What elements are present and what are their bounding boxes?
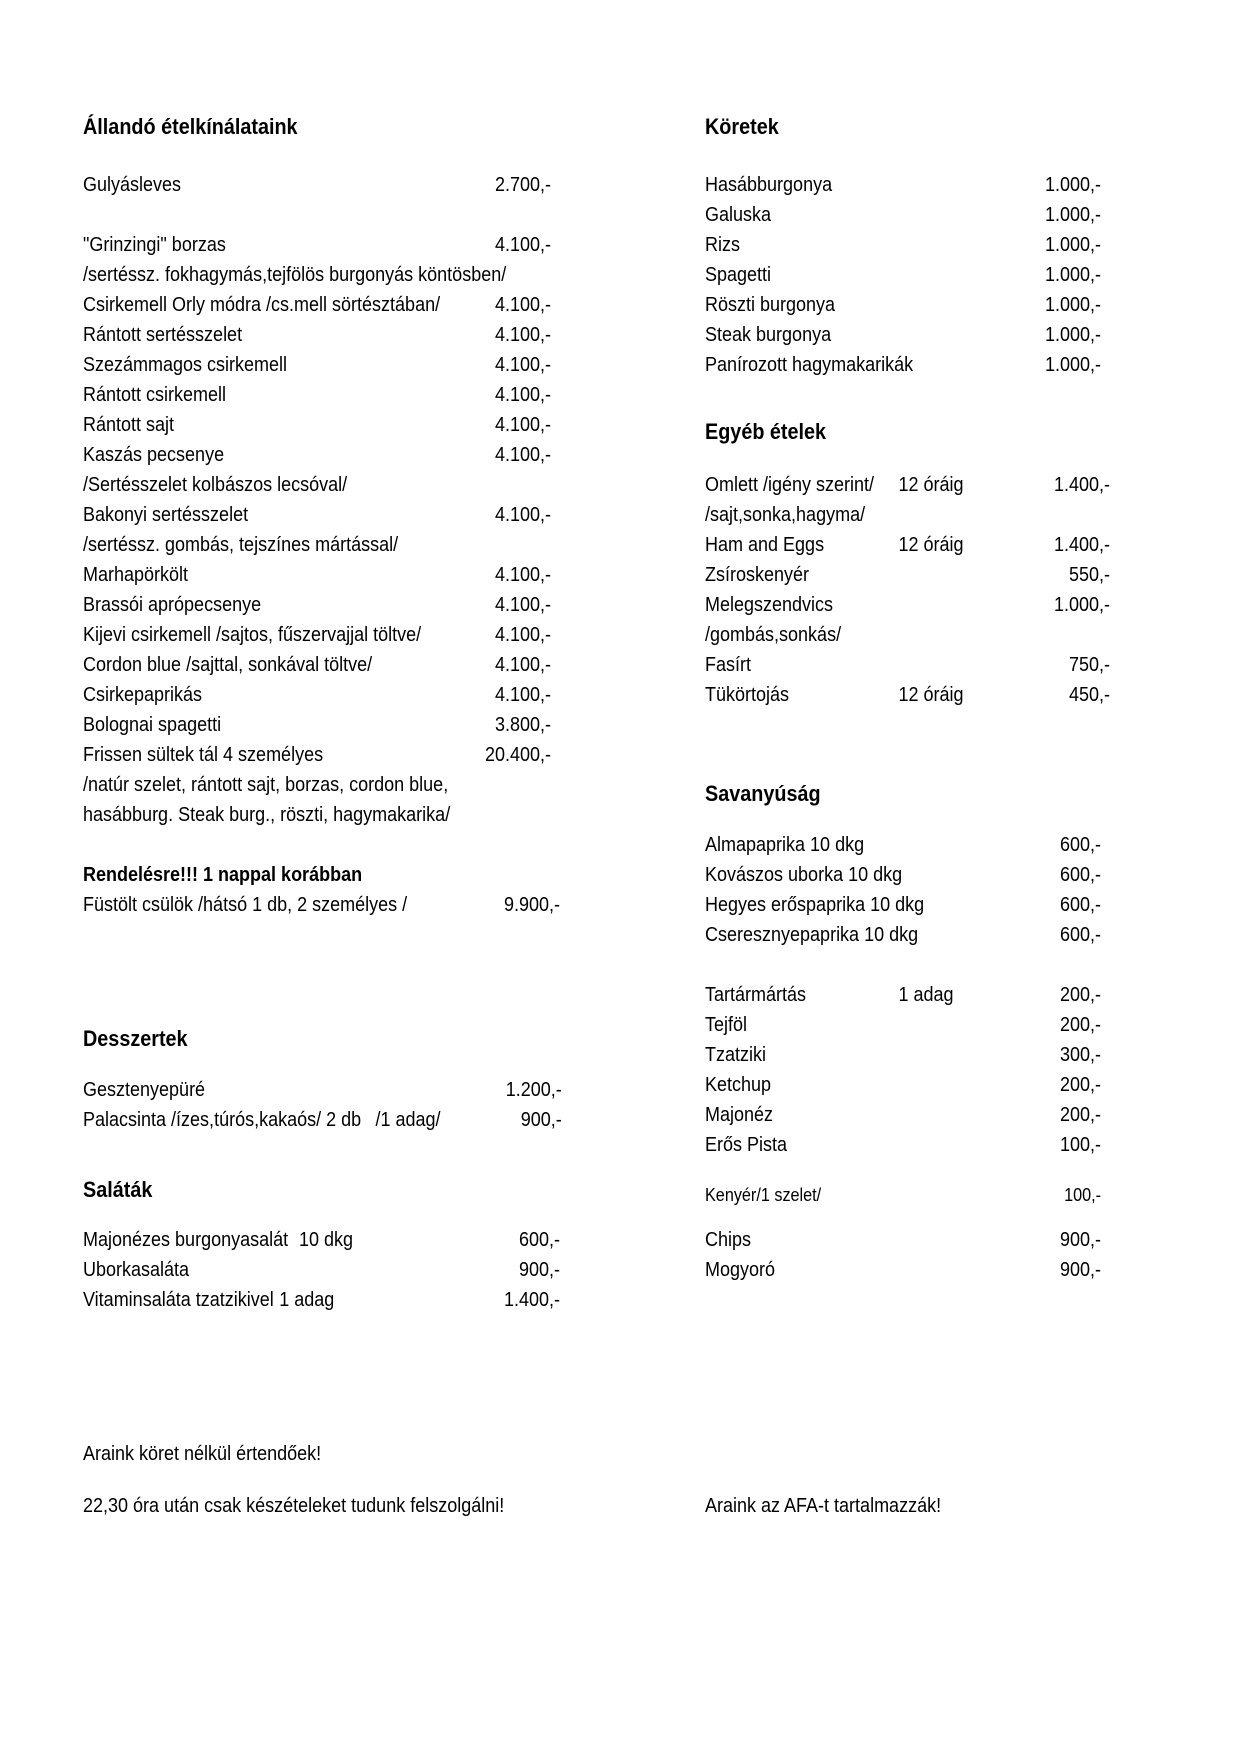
menu-item-row — [83, 292, 551, 319]
item-price: 200,- — [1059, 1014, 1101, 1036]
item-price: 1.200,- — [505, 1079, 562, 1101]
item-name: Zsíroskenyér — [705, 564, 810, 586]
item-name: Brassói aprópecsenye — [83, 594, 262, 616]
menu-item-row — [83, 592, 551, 619]
menu-item-row — [705, 562, 1110, 589]
item-price: 600,- — [1059, 834, 1101, 856]
item-name: Csirkemell Orly módra /cs.mell sörtésztában/ — [83, 294, 441, 316]
item-price: 300,- — [1059, 1044, 1101, 1066]
item-price: 900,- — [518, 1259, 560, 1281]
item-price: 600,- — [518, 1229, 560, 1251]
item-portion: 12 óráig — [898, 684, 964, 706]
menu-item-row — [705, 532, 1110, 559]
item-price: 4.100,- — [494, 594, 551, 616]
menu-item-row — [83, 862, 551, 889]
item-name: /gombás,sonkás/ — [705, 624, 842, 646]
item-price: 4.100,- — [494, 624, 551, 646]
menu-item-row — [83, 562, 551, 589]
note-vat: Araink az AFA-t tartalmazzák! — [705, 1495, 942, 1517]
item-price: 9.900,- — [503, 894, 560, 916]
item-name: Frissen sültek tál 4 személyes — [83, 744, 324, 766]
other-dishes-heading: Egyéb ételek — [705, 419, 827, 444]
menu-item-row — [705, 1072, 1101, 1099]
item-name: Panírozott hagymakarikák — [705, 354, 914, 376]
item-name: Palacsinta /ízes,túrós,kakaós/ 2 db — [83, 1109, 362, 1131]
menu-item-row — [705, 232, 1101, 259]
item-portion: 12 óráig — [898, 474, 964, 496]
item-price: 900,- — [520, 1109, 562, 1131]
sides-heading: Köretek — [705, 114, 779, 139]
menu-item-row — [705, 682, 1110, 709]
item-price: 1.000,- — [1044, 264, 1101, 286]
menu-item-row — [705, 982, 1101, 1009]
item-name: Ham and Eggs — [705, 534, 825, 556]
item-name: Vitaminsaláta tzatzikivel — [83, 1289, 274, 1311]
item-price: 4.100,- — [494, 414, 551, 436]
menu-item-row — [705, 322, 1101, 349]
item-price: 1.000,- — [1044, 294, 1101, 316]
item-name: Rántott csirkemell — [83, 384, 227, 406]
item-price: 1.000,- — [1044, 234, 1101, 256]
item-price: 900,- — [1059, 1229, 1101, 1251]
menu-item-row — [705, 1012, 1101, 1039]
menu-item-row — [705, 1132, 1101, 1159]
menu-item-row — [83, 412, 551, 439]
item-name: Chips — [705, 1229, 752, 1251]
item-name: /Sertésszelet kolbászos lecsóval/ — [83, 474, 348, 496]
item-name: Röszti burgonya — [705, 294, 836, 316]
menu-item-row — [83, 682, 551, 709]
item-name: Melegszendvics — [705, 594, 834, 616]
item-price: 200,- — [1059, 1074, 1101, 1096]
menu-item-row — [705, 1227, 1101, 1254]
item-name: Hasábburgonya — [705, 174, 833, 196]
menu-item-row — [83, 712, 551, 739]
menu-item-row — [83, 442, 551, 469]
item-name: Majonézes burgonyasalát — [83, 1229, 289, 1251]
item-price: 4.100,- — [494, 354, 551, 376]
note-late-hours: 22,30 óra után csak készételeket tudunk felszolgálni! — [83, 1495, 505, 1517]
menu-item-row — [705, 352, 1101, 379]
item-name: Szezámmagos csirkemell — [83, 354, 288, 376]
item-price: 4.100,- — [494, 684, 551, 706]
item-portion: 1 adag — [898, 984, 954, 1006]
item-name: Galuska — [705, 204, 772, 226]
item-price: 600,- — [1059, 864, 1101, 886]
item-name: Erős Pista — [705, 1134, 788, 1156]
item-name: Kovászos uborka 10 dkg — [705, 864, 903, 886]
item-price: 4.100,- — [494, 654, 551, 676]
menu-item-row — [83, 502, 551, 529]
item-name: Rendelésre!!! 1 nappal korábban — [83, 864, 363, 886]
item-name: Tükörtojás — [705, 684, 790, 706]
item-price: 4.100,- — [494, 324, 551, 346]
item-name: hasábburg. Steak burg., röszti, hagymakarika/ — [83, 804, 451, 826]
menu-item-row — [83, 1077, 562, 1104]
item-price: 1.400,- — [1053, 474, 1110, 496]
item-name: Mogyoró — [705, 1259, 776, 1281]
item-name: Bolognai spagetti — [83, 714, 222, 736]
menu-item-row — [705, 1257, 1101, 1284]
item-price: 2.700,- — [494, 174, 551, 196]
item-name: Kenyér/1 szelet/ — [705, 1185, 822, 1205]
item-price: 200,- — [1059, 1104, 1101, 1126]
menu-item-row — [83, 772, 551, 799]
item-name: /sajt,sonka,hagyma/ — [705, 504, 866, 526]
menu-item-row — [83, 532, 551, 559]
item-name: Ketchup — [705, 1074, 772, 1096]
item-name: Spagetti — [705, 264, 772, 286]
menu-item-row — [705, 262, 1101, 289]
menu-item-row — [83, 652, 551, 679]
menu-item-row — [705, 832, 1101, 859]
menu-item-row — [83, 622, 551, 649]
item-price: 1.400,- — [503, 1289, 560, 1311]
item-price: 1.000,- — [1044, 324, 1101, 346]
menu-item-row — [705, 922, 1101, 949]
item-name: Hegyes erőspaprika 10 dkg — [705, 894, 925, 916]
item-name: Csirkepaprikás — [83, 684, 203, 706]
menu-item-row — [83, 742, 551, 769]
menu-item-row — [83, 1257, 560, 1284]
menu-item-row — [705, 622, 1101, 649]
item-price: 900,- — [1059, 1259, 1101, 1281]
item-price: 20.400,- — [484, 744, 551, 766]
menu-item-row — [83, 352, 551, 379]
item-price: 1.000,- — [1044, 174, 1101, 196]
item-name: Rántott sertésszelet — [83, 324, 243, 346]
item-name: Kaszás pecsenye — [83, 444, 225, 466]
item-portion: 12 óráig — [898, 534, 964, 556]
item-price: 4.100,- — [494, 504, 551, 526]
item-name: Tejföl — [705, 1014, 748, 1036]
item-price: 100,- — [1064, 1185, 1101, 1205]
menu-item-row — [83, 472, 551, 499]
menu-item-row — [705, 1042, 1101, 1069]
item-price: 4.100,- — [494, 384, 551, 406]
item-price: 1.000,- — [1044, 354, 1101, 376]
item-name: Steak burgonya — [705, 324, 832, 346]
menu-item-row — [83, 232, 551, 259]
note-no-sides: Araink köret nélkül értendőek! — [83, 1443, 322, 1465]
item-price: 4.100,- — [494, 444, 551, 466]
item-price: 4.100,- — [494, 564, 551, 586]
item-name: Uborkasaláta — [83, 1259, 190, 1281]
menu-item-row — [705, 592, 1110, 619]
item-name: /natúr szelet, rántott sajt, borzas, cordon blue, — [83, 774, 449, 796]
menu-item-row — [705, 472, 1110, 499]
menu-item-row — [705, 172, 1101, 199]
menu-item-row — [705, 652, 1110, 679]
item-name: Marhapörkölt — [83, 564, 189, 586]
item-name: Bakonyi sertésszelet — [83, 504, 249, 526]
item-name: Füstölt csülök /hátsó 1 db, 2 személyes / — [83, 894, 408, 916]
main-dishes-heading: Állandó ételkínálataink — [83, 114, 298, 139]
item-price: 1.400,- — [1053, 534, 1110, 556]
item-name: Majonéz — [705, 1104, 774, 1126]
menu-item-row — [83, 892, 560, 919]
item-name: Rizs — [705, 234, 741, 256]
menu-item-row — [83, 262, 551, 289]
item-name: /sertéssz. gombás, tejszínes mártással/ — [83, 534, 399, 556]
menu-item-row — [705, 1102, 1101, 1129]
item-portion: 1 adag — [279, 1289, 335, 1311]
menu-item-row — [705, 862, 1101, 889]
item-name: Rántott sajt — [83, 414, 175, 436]
item-price: 450,- — [1068, 684, 1110, 706]
menu-item-row — [705, 202, 1101, 229]
item-name: /sertéssz. fokhagymás,tejfölös burgonyás köntösben/ — [83, 264, 507, 286]
menu-item-row — [83, 1107, 562, 1134]
item-price: 600,- — [1059, 924, 1101, 946]
item-price: 200,- — [1059, 984, 1101, 1006]
menu-item-row — [83, 1287, 560, 1314]
item-name: "Grinzingi" borzas — [83, 234, 226, 256]
menu-item-row — [83, 322, 551, 349]
menu-item-row — [83, 1227, 560, 1254]
desserts-heading: Desszertek — [83, 1026, 188, 1051]
item-portion: 10 dkg — [299, 1229, 354, 1251]
item-name: Almapaprika 10 dkg — [705, 834, 865, 856]
item-price: 3.800,- — [494, 714, 551, 736]
menu-item-row — [705, 892, 1101, 919]
item-name: Gesztenyepüré — [83, 1079, 206, 1101]
menu-item-row — [705, 1182, 1101, 1209]
item-price: 4.100,- — [494, 294, 551, 316]
menu-item-row — [705, 502, 1101, 529]
item-price: 600,- — [1059, 894, 1101, 916]
item-portion: /1 adag/ — [375, 1109, 441, 1131]
item-price: 4.100,- — [494, 234, 551, 256]
menu-item-row — [83, 382, 551, 409]
item-name: Gulyásleves — [83, 174, 182, 196]
menu-item-row — [705, 292, 1101, 319]
item-price: 550,- — [1068, 564, 1110, 586]
item-price: 1.000,- — [1053, 594, 1110, 616]
item-name: Cordon blue /sajttal, sonkával töltve/ — [83, 654, 373, 676]
item-price: 750,- — [1068, 654, 1110, 676]
item-name: Omlett /igény szerint/ — [705, 474, 875, 496]
item-name: Tzatziki — [705, 1044, 767, 1066]
item-name: Cseresznyepaprika 10 dkg — [705, 924, 919, 946]
menu-item-row — [83, 172, 551, 199]
item-name: Fasírt — [705, 654, 752, 676]
item-price: 1.000,- — [1044, 204, 1101, 226]
item-price: 100,- — [1059, 1134, 1101, 1156]
item-name: Kijevi csirkemell /sajtos, fűszervajjal töltve/ — [83, 624, 422, 646]
pickles-heading: Savanyúság — [705, 781, 821, 806]
menu-item-row — [83, 802, 551, 829]
salads-heading: Saláták — [83, 1177, 153, 1202]
item-name: Tartármártás — [705, 984, 807, 1006]
